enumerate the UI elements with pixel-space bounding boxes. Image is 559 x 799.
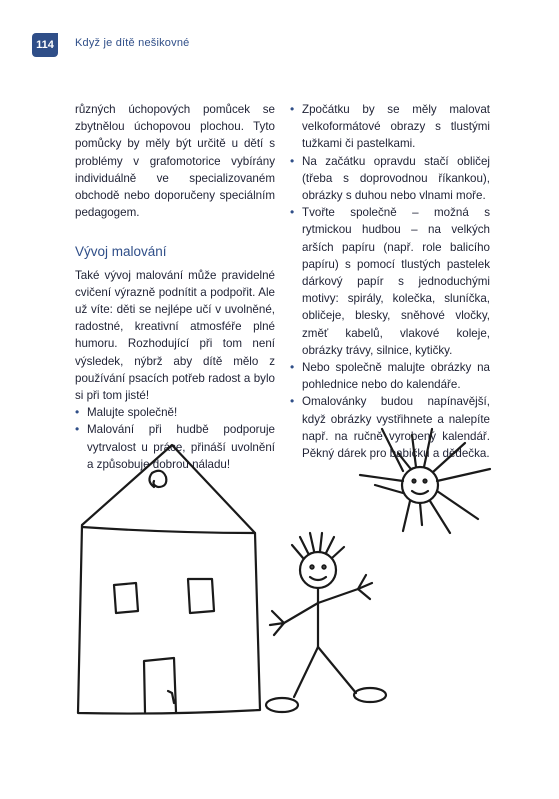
list-item: • Zpočátku by se měly malovat velkoformátové obrazy s tlustými tužkami či pastelkami. — [290, 101, 490, 153]
right-column — [290, 101, 490, 462]
child-drawing-illustration — [60, 415, 500, 785]
intro-paragraph: různých úchopových pomůcek se zbytnělou úchopovou plochou. Tyto pomůcky by měly být určitě u dětí s problémy v grafomotorice vybírány individuálně ve specializovaném obchodě nebo doporučeny speciálním pedagogem. — [75, 103, 275, 220]
page-number: 114 — [32, 33, 58, 57]
stick-figure-drawing — [266, 533, 386, 712]
list-item: • Omalovánky budou napínavější, když obrázky vystřihnete a nalepíte např. na ručně vyrobený kalendář. Pěkný dárek pro babičku a dědečka. — [290, 393, 490, 462]
section-paragraph: Také vývoj malování může pravidelné cvičení výrazně podnítit a podpořit. Ale už víte: děti se nejlépe učí v uvolněné, radostné, kreativní atmosféře plné humoru. Rozhodující při tom není výsledek, nýbrž aby dítě mělo z používání psacích potřeb radost a bylo si při tom jisté! — [75, 268, 275, 403]
list-item: • Nebo společně malujte obrázky na pohlednice nebo do kalendáře. — [290, 359, 490, 393]
house-drawing — [78, 445, 260, 714]
list-item: • Tvořte společně – možná s rytmickou hudbou – na velkých arších papíru (např. role balicího papíru) s pomocí tlustých pastelek dárkový papír s jednoduchými motivy: spirály, kolečka, sluníčka, obličeje, blesky, sněhové vločky, změť kabelů, vlakové koleje, obrázky trávy, silnice, kytičky. — [290, 204, 490, 359]
list-item: • Na začátku opravdu stačí obličej (třeba s doprovodnou říkankou), obrázky s duhou nebo vlnami moře. — [290, 153, 490, 205]
list-item: • Malování při hudbě podporuje vytrvalost u práce, přináší uvolnění a způsobuje dobrou náladu! — [75, 421, 275, 473]
right-bullet-list — [290, 101, 490, 462]
running-title: Když je dítě nešikovné — [75, 37, 190, 49]
sun-drawing — [360, 429, 490, 533]
section-heading: Vývoj malování — [75, 244, 167, 260]
list-item: • Malujte společně! — [75, 404, 275, 421]
